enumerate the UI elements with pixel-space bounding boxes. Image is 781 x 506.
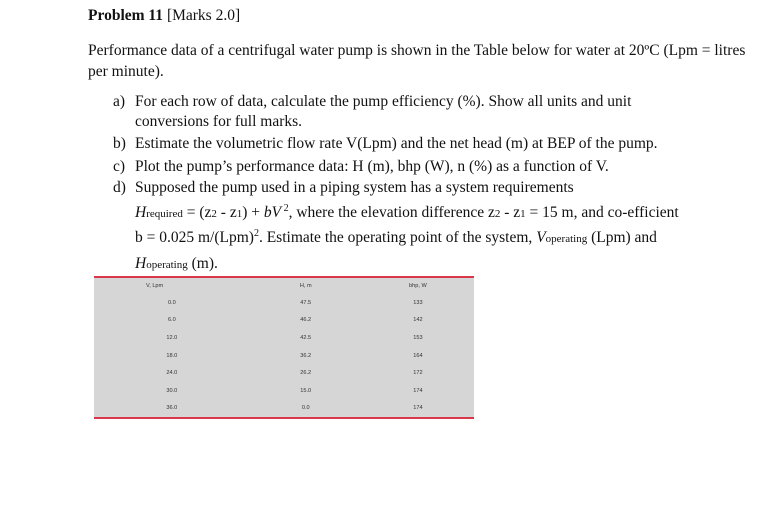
formula-line2c: (Lpm) and (587, 229, 657, 246)
cell-head: 15.0 (300, 387, 312, 394)
formula-z2: 2 (211, 208, 217, 220)
formula-m2: - z (500, 204, 521, 221)
formula-z2b: 2 (494, 208, 501, 220)
formula-line2a: b = 0.025 m/(Lpm) (135, 229, 254, 246)
cell-flow: 0.0 (167, 299, 176, 306)
cell-head: 42.5 (300, 334, 312, 341)
problem-title (88, 7, 240, 25)
cell-bhp: 164 (413, 352, 423, 359)
pump-data-table (94, 276, 474, 419)
cell-bhp: 174 (413, 387, 423, 394)
cell-bhp: 172 (413, 370, 423, 377)
cell-head: 26.2 (300, 370, 312, 377)
formula-line2sup: 2 (253, 227, 259, 239)
cell-bhp: 174 (413, 405, 423, 412)
header-head: H, m (299, 283, 312, 289)
cell-head: 46.2 (300, 317, 312, 324)
formula-line2 (135, 228, 657, 249)
cell-head: 36.2 (300, 352, 312, 359)
intro-paragraph: Performance data of a centrifugal water pump is shown in the Table below for water at 20ºC (Lpm = litres per minute). (88, 42, 746, 80)
table-row (94, 400, 474, 418)
formula-sq: 2 (281, 202, 289, 214)
item-b-text: Estimate the volumetric flow rate V(Lpm) and the net head (m) at BEP of the pump. (135, 135, 658, 152)
item-b-label: b) (113, 135, 126, 152)
formula-line2b: . Estimate the operating point of the system, (258, 229, 537, 246)
table-row (94, 294, 474, 312)
formula-plus: ) + (242, 204, 264, 221)
formula-h-sub: required (146, 208, 183, 220)
header-bhp: bhp, W (409, 283, 427, 289)
formula-eq: = (z (182, 204, 212, 221)
cell-head: 0.0 (301, 405, 310, 412)
formula-rest2: = 15 m, and co-efficient (525, 204, 679, 221)
formula-hop: H (135, 255, 147, 272)
cell-flow: 12.0 (166, 334, 178, 341)
formula-line1 (135, 203, 679, 224)
cell-flow: 30.0 (166, 387, 178, 394)
item-c-label: c) (113, 158, 126, 175)
header-flow: V, Lpm (146, 283, 164, 289)
table-row (94, 312, 474, 330)
formula-hop-sub: operating (146, 259, 188, 271)
formula-h: H (135, 204, 147, 221)
table-body (94, 278, 474, 417)
table-bottom-rule (94, 417, 474, 419)
table-row (94, 382, 474, 400)
item-c-text: Plot the pump’s performance data: H (m), bhp (W), n (%) as a function of V. (135, 158, 609, 175)
cell-flow: 6.0 (167, 317, 176, 324)
formula-minus: - z (216, 204, 237, 221)
table-header-row (94, 278, 474, 294)
item-a-line1: For each row of data, calculate the pump efficiency (%). Show all units and unit (135, 93, 632, 110)
table-row (94, 364, 474, 382)
problem-number: Problem 11 (88, 7, 164, 24)
cell-bhp: 133 (413, 299, 423, 306)
formula-line3 (135, 254, 218, 275)
item-d-label: d) (113, 179, 126, 196)
cell-bhp: 153 (413, 334, 423, 341)
cell-flow: 18.0 (166, 352, 178, 359)
item-a-line2: conversions for full marks. (135, 113, 303, 130)
formula-vop-sub: operating (545, 233, 588, 245)
cell-flow: 36.0 (166, 405, 178, 412)
problem-marks: [Marks 2.0] (166, 7, 241, 24)
formula-z1: 1 (236, 208, 243, 220)
formula-line3-text: (m). (187, 255, 218, 272)
formula-bv: bV (263, 204, 282, 221)
cell-flow: 24.0 (166, 370, 178, 377)
cell-head: 47.5 (300, 299, 312, 306)
formula-vop: V (536, 229, 546, 246)
table-row (94, 347, 474, 365)
item-a-label: a) (113, 93, 126, 110)
table-row (94, 329, 474, 347)
formula-z1b: 1 (520, 208, 526, 220)
item-d-line1: Supposed the pump used in a piping system has a system requirements (135, 179, 574, 196)
formula-rest: , where the elevation difference z (288, 204, 495, 221)
cell-bhp: 142 (413, 317, 423, 324)
